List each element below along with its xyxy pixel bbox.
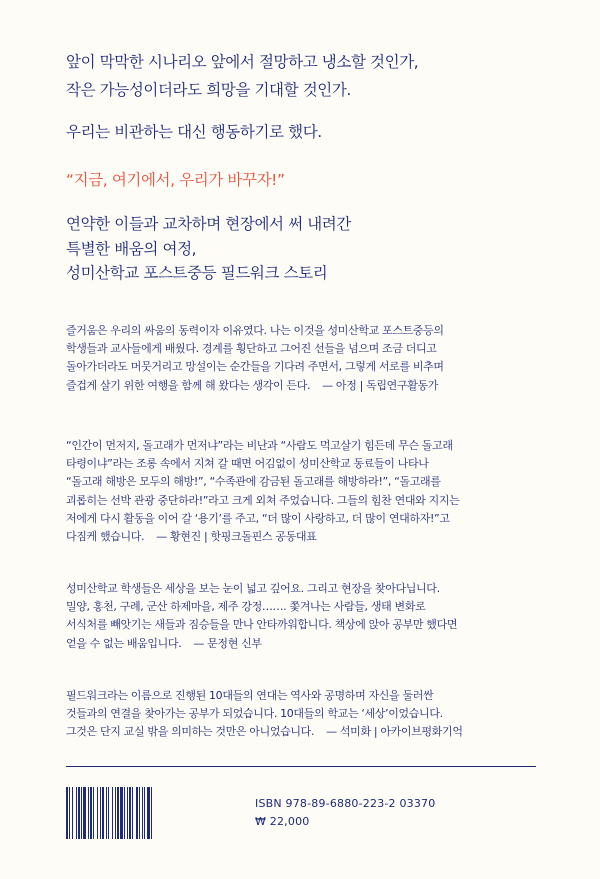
- endorsement-line: “인간이 먼저지, 돌고래가 먼저냐”라는 비난과 “사람도 먹고살기 힘든데 무슨 돌고래: [66, 439, 453, 452]
- endorsement-hwang: [66, 437, 544, 546]
- intro-statement-line: 우리는 비관하는 대신 행동하기로 했다.: [66, 123, 322, 141]
- endorsement-ajeong: [66, 322, 544, 395]
- endorsement-line: 학생들과 교사들에게 배웠다. 경계를 횡단하고 그어진 선들을 넘으며 조금 더디고: [66, 342, 437, 356]
- divider-rule: [66, 766, 536, 767]
- intro-question: [66, 48, 418, 104]
- intro-question-line: 작은 가능성이더라도 희망을 기대할 것인가.: [66, 81, 351, 99]
- intro-summary-line: 성미산학교 포스트중등 필드워크 스토리: [66, 264, 328, 282]
- intro-summary-line: 연약한 이들과 교차하며 현장에서 써 내려간: [66, 215, 351, 233]
- endorsement-line: 밀양, 홍천, 구례, 군산 하제마을, 제주 강정……. 쫓겨나는 사람들, 생태 변화로: [66, 600, 426, 614]
- price-text: ₩ 22,000: [255, 815, 310, 828]
- endorsement-moon: [66, 580, 544, 653]
- endorsement-line: 필드워크라는 이름으로 진행된 10대들의 연대는 역사와 공명하며 자신을 둘러싼: [66, 689, 434, 702]
- endorsement-attribution: — 석미화 | 아카이브평화기억: [326, 725, 463, 739]
- endorsement-line: 것들과의 연결을 찾아가는 공부가 되었습니다. 10대들의 학교는 ‘세상’이었습니다.: [66, 707, 443, 721]
- isbn-text: ISBN 978-89-6880-223-2 03370: [255, 797, 436, 810]
- endorsement-line: “돌고래 해방은 모두의 해방!”, “수족관에 감금된 돌고래를 해방하라!”, “돌고래를: [66, 475, 441, 489]
- endorsement-line: 얻을 수 없는 배움입니다.: [66, 636, 182, 650]
- endorsement-line: 괴롭히는 선박 관광 중단하라!”라고 크게 외쳐 주었습니다. 그들의 힘찬 연대와 지지는: [66, 493, 460, 507]
- endorsement-line: 저에게 다시 활동을 이어 갈 ‘용기’를 주고, “더 많이 사랑하고, 더 많이 연대하자!”고: [66, 511, 450, 525]
- intro-summary-line: 특별한 배움의 여정,: [66, 239, 197, 258]
- intro-slogan-line: “지금, 여기에서, 우리가 바꾸자!”: [66, 171, 285, 189]
- endorsement-line: 즐거움은 우리의 싸움의 동력이자 이유였다. 나는 이것을 성미산학교 포스트중등의: [66, 324, 444, 337]
- intro-question-line: 앞이 막막한 시나리오 앞에서 절망하고 냉소할 것인가,: [66, 53, 419, 71]
- endorsement-line: 돌아가더라도 머뭇거리고 망설이는 순간들을 기다려 주면서, 그렇게 서로를 비추며: [66, 360, 444, 374]
- barcode-icon: [66, 787, 214, 839]
- endorsement-attribution: — 문정현 신부: [193, 636, 262, 650]
- endorsement-line: 성미산학교 학생들은 세상을 보는 눈이 넓고 깊어요. 그리고 현장을 찾아다닙니다.: [66, 582, 440, 595]
- endorsement-attribution: — 아정 | 독립연구활동가: [322, 378, 439, 392]
- endorsement-line: 그것은 단지 교실 밖을 의미하는 것만은 아니었습니다.: [66, 725, 315, 739]
- intro-summary: [66, 212, 351, 286]
- endorsement-line: 즐겁게 살기 위한 여행을 함께 해 왔다는 생각이 든다.: [66, 378, 311, 392]
- endorsement-attribution: — 황현진 | 핫핑크돌핀스 공동대표: [156, 530, 317, 544]
- book-info: [255, 795, 435, 831]
- intro-slogan: [66, 168, 285, 190]
- endorsement-line: 타령이냐”라는 조롱 속에서 지쳐 갈 때면 어김없이 성미산학교 동료들이 나타나: [66, 457, 429, 471]
- intro-statement: [66, 120, 322, 142]
- endorsement-line: 다짐케 했습니다.: [66, 530, 145, 544]
- endorsement-line: 서식처를 빼앗기는 새들과 짐승들을 만나 안타까워합니다. 책상에 앉아 공부만 했다면: [66, 618, 458, 632]
- endorsement-seok: [66, 687, 544, 742]
